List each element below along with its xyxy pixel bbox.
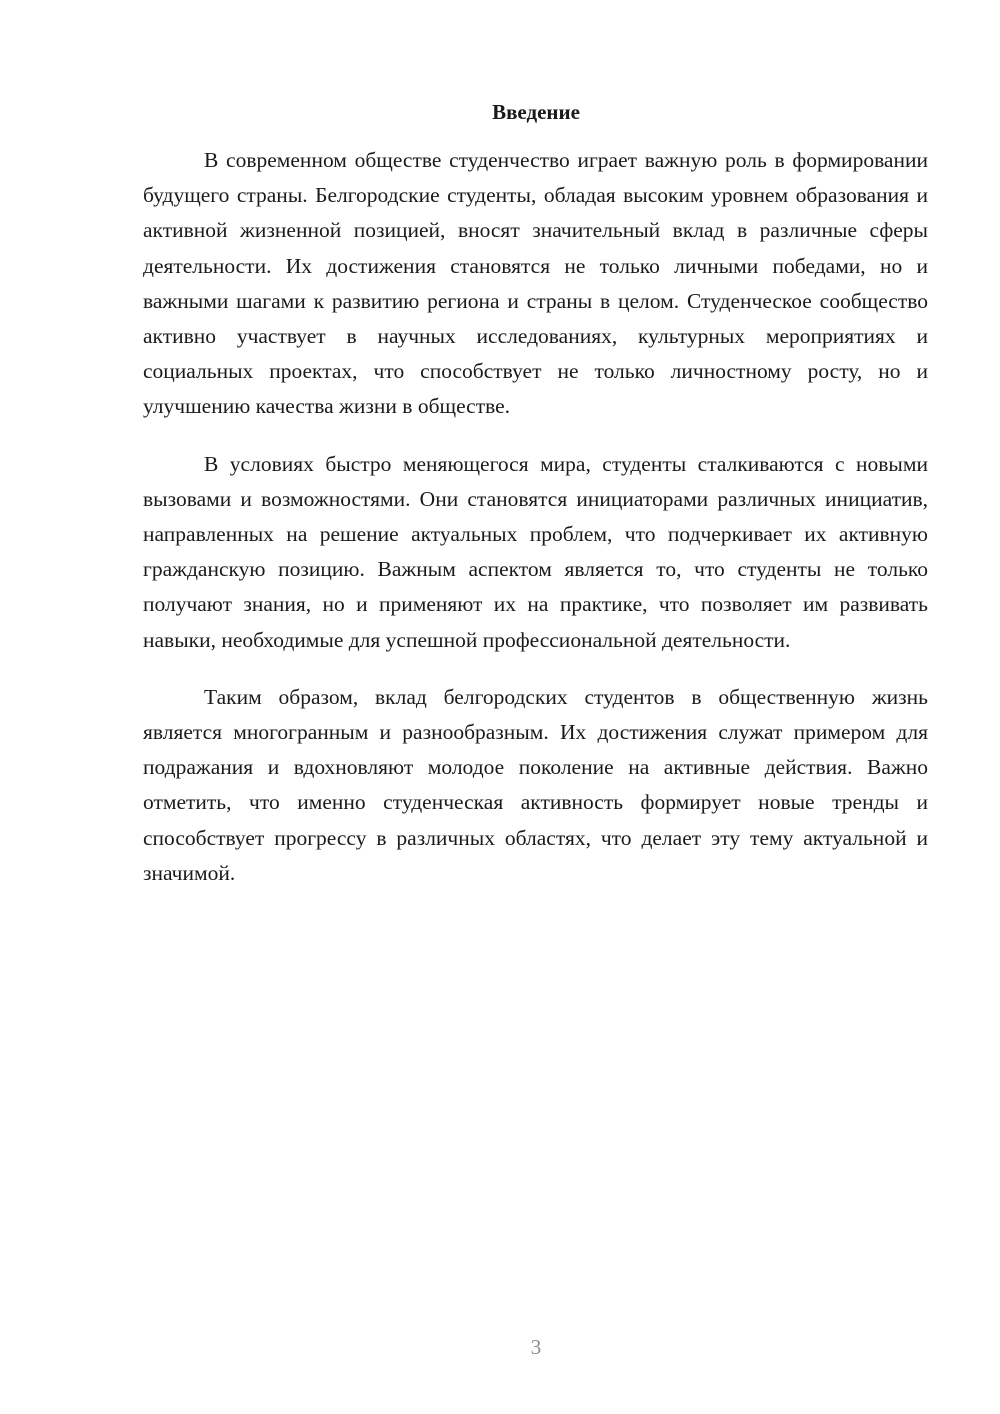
- body-text: [143, 143, 928, 913]
- paragraph-2: В условиях быстро меняющегося мира, студенты сталкиваются с новыми вызовами и возможностями. Они становятся инициаторами различных инициатив, направленных на решение актуальных проблем, что подчеркивает их активную гражданскую позицию. Важным аспектом является то, что студенты не только получают знания, но и применяют их на практике, что позволяет им развивать навыки, необходимые для успешной профессиональной деятельности.: [143, 451, 928, 652]
- paragraph-1: В современном обществе студенчество играет важную роль в формировании будущего страны. Белгородские студенты, обладая высоким уровнем образования и активной жизненной позицией, вносят значительный вклад в различные сферы деятельности. Их достижения становятся не только личными победами, но и важными шагами к развитию региона и страны в целом. Студенческое сообщество активно участвует в научных исследованиях, культурных мероприятиях и социальных проектах, что способствует не только личностному росту, но и улучшению качества жизни в обществе.: [143, 148, 928, 419]
- section-heading: Введение: [492, 100, 580, 124]
- page-number: 3: [530, 1335, 542, 1359]
- paragraph-3: Таким образом, вклад белгородских студентов в общественную жизнь является многогранным и разнообразным. Их достижения служат примером для подражания и вдохновляют молодое поколение на активные действия. Важно отметить, что именно студенческая активность формирует новые тренды и способствует прогрессу в различных областях, что делает эту тему актуальной и значимой.: [143, 684, 928, 885]
